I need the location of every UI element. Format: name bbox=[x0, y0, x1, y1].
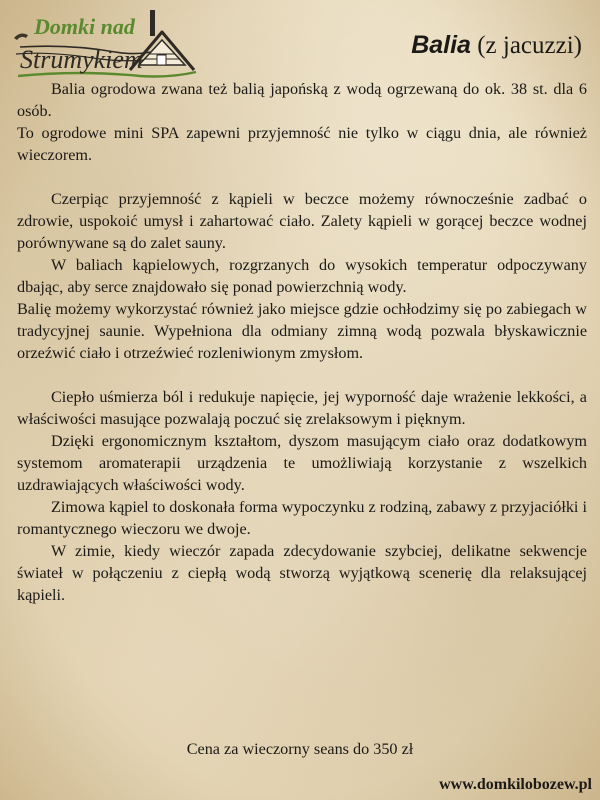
logo bbox=[10, 4, 200, 84]
paragraph-2: To ogrodowe mini SPA zapewni przyjemność nie tylko w ciągu dnia, ale również wieczorem. bbox=[17, 124, 587, 164]
title-sub: (z jacuzzi) bbox=[477, 32, 582, 59]
logo-text-top: Domki nad bbox=[34, 14, 135, 39]
paragraph-8: Zimowa kąpiel to doskonała forma wypoczynku z rodziną, zabawy z przyjaciółki i romantycznego wieczoru we dwoje. bbox=[17, 498, 587, 538]
page-title bbox=[411, 30, 582, 61]
website-link[interactable]: www.domkilobozew.pl bbox=[439, 776, 592, 793]
logo-graphic bbox=[10, 4, 200, 84]
paragraph-7: Dzięki ergonomicznym kształtom, dyszom masującym ciało oraz dodatkowym systemom aromaterapii urządzenia te umożliwiają korzystanie z wszelkich uzdrawiających właściwości wody. bbox=[17, 432, 587, 494]
paragraph-6: Ciepło uśmierza ból i redukuje napięcie, jej wyporność daje wrażenie lekkości, a właściwości masujące pozwalają poczuć się zrelaksowym i pięknym. bbox=[17, 388, 587, 428]
paragraph-1: Balia ogrodowa zwana też balią japońską z wodą ogrzewaną do ok. 38 st. dla 6 osób. bbox=[17, 80, 587, 120]
paragraph-4: W baliach kąpielowych, rozgrzanych do wysokich temperatur odpoczywany dbając, aby serce znajdowało się ponad powierzchnią wody. bbox=[17, 256, 587, 296]
title-main: Balia bbox=[411, 31, 471, 59]
paragraph-3: Czerpiąc przyjemność z kąpieli w beczce możemy równocześnie zadbać o zdrowie, uspokoić umysł i zahartować ciało. Zalety kąpieli w gorącej beczce wodnej porównywane są do zalet sauny. bbox=[17, 190, 587, 252]
logo-text-bottom: Strumykiem bbox=[20, 45, 143, 74]
price-info: Cena za wieczorny seans do 350 zł bbox=[186, 740, 414, 758]
paragraph-9: W zimie, kiedy wieczór zapada zdecydowanie szybciej, delikatne sekwencje świateł w połączeniu z ciepłą wodą stworzą wyjątkową scenerię dla relaksującej kąpieli. bbox=[17, 542, 587, 604]
paragraph-5: Balię możemy wykorzystać również jako miejsce gdzie ochłodzimy się po zabiegach w tradycyjnej saunie. Wypełniona dla odmiany zimną wodą pozwala błyskawicznie orzeźwić ciało i otrzeźwieć rozleniwionym zmysłom. bbox=[17, 300, 587, 362]
description bbox=[17, 78, 587, 606]
